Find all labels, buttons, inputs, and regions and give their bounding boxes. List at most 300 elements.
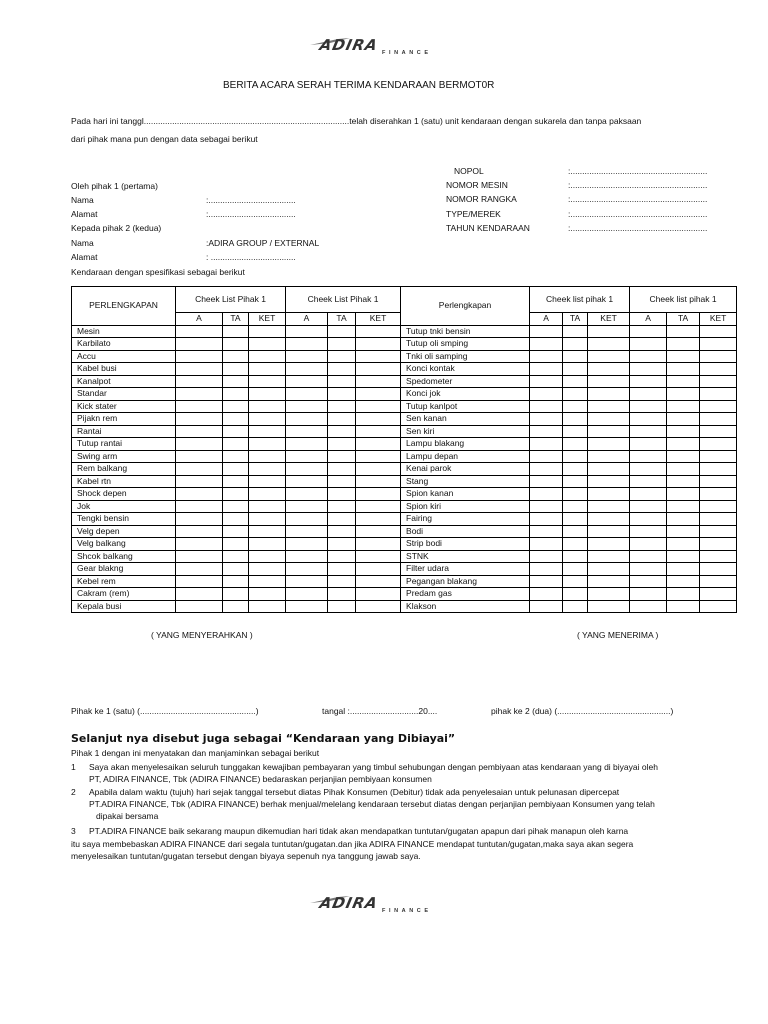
check-cell: [630, 575, 667, 588]
check-cell: [563, 413, 588, 426]
check-cell: [530, 500, 563, 513]
check-cell: [286, 400, 328, 413]
checklist-row: [72, 400, 737, 413]
checklist-row: [72, 450, 737, 463]
check-cell: [563, 538, 588, 551]
check-cell: [667, 525, 700, 538]
check-cell: [630, 325, 667, 338]
check-cell: [328, 325, 356, 338]
checklist-row: [72, 500, 737, 513]
check-cell: [588, 363, 630, 376]
check-cell: [630, 413, 667, 426]
item-right: Sen kanan: [401, 413, 530, 426]
check-cell: [286, 575, 328, 588]
check-cell: [328, 538, 356, 551]
check-cell: [667, 475, 700, 488]
check-cell: [223, 363, 249, 376]
check-cell: [563, 563, 588, 576]
adira-logo-top: [308, 36, 438, 58]
check-cell: [630, 425, 667, 438]
check-cell: [700, 588, 737, 601]
pihak1-heading: Oleh pihak 1 (pertama): [71, 181, 158, 191]
alamat2-label: Alamat: [71, 252, 98, 262]
nomor-mesin-value: :..........................................................: [568, 180, 708, 190]
subheader-a: A: [530, 313, 563, 326]
point-1-line-a: Saya akan menyelesaikan seluruh tunggakan kewajiban pembayaran yang timbul sehubungan dengan pembiyaan atas kendaraan yang di biyayai oleh: [89, 762, 658, 772]
checklist-row: [72, 538, 737, 551]
check-cell: [328, 525, 356, 538]
check-cell: [223, 525, 249, 538]
check-cell: [530, 438, 563, 451]
check-cell: [249, 388, 286, 401]
check-cell: [223, 563, 249, 576]
perlengkapan-header-left: PERLENGKAPAN: [72, 287, 176, 326]
check-cell: [700, 475, 737, 488]
check-cell: [286, 388, 328, 401]
item-right: Spedometer: [401, 375, 530, 388]
subheader-ket: KET: [249, 313, 286, 326]
check-cell: [563, 500, 588, 513]
checklist-row: [72, 600, 737, 613]
check-cell: [700, 538, 737, 551]
check-cell: [223, 350, 249, 363]
check-cell: [530, 575, 563, 588]
subheader-ket: KET: [356, 313, 401, 326]
check-cell: [530, 525, 563, 538]
check-cell: [328, 425, 356, 438]
pihak2-heading: Kepada pihak 2 (kedua): [71, 223, 162, 233]
check-cell: [530, 325, 563, 338]
check-cell: [700, 425, 737, 438]
nama-label: Nama: [71, 195, 94, 205]
check-cell: [356, 513, 401, 526]
type-merek-value: :..........................................................: [568, 209, 708, 219]
check-cell: [667, 438, 700, 451]
checklist-row: [72, 350, 737, 363]
check-cell: [667, 538, 700, 551]
nopol-value: :..........................................................: [568, 166, 708, 176]
check-cell: [667, 550, 700, 563]
check-cell: [356, 400, 401, 413]
intro-line-1: Pada hari ini tanggl.......................................................................................telah diserahkan 1 (satu) unit kendaraan dengan sukarela dan tanpa paksaan: [71, 116, 642, 126]
checklist-row: [72, 388, 737, 401]
check-cell: [286, 513, 328, 526]
item-right: Predam gas: [401, 588, 530, 601]
checklist-header-left-2: Cheek List Pihak 1: [286, 287, 401, 313]
check-cell: [176, 563, 223, 576]
check-cell: [176, 463, 223, 476]
check-cell: [563, 525, 588, 538]
check-cell: [249, 425, 286, 438]
check-cell: [249, 475, 286, 488]
item-right: Spion kanan: [401, 488, 530, 501]
check-cell: [563, 388, 588, 401]
check-cell: [530, 463, 563, 476]
check-cell: [700, 600, 737, 613]
check-cell: [176, 325, 223, 338]
document-title: BERITA ACARA SERAH TERIMA KENDARAAN BERMOT0R: [223, 80, 495, 91]
check-cell: [667, 488, 700, 501]
check-cell: [176, 488, 223, 501]
check-cell: [700, 463, 737, 476]
check-cell: [530, 413, 563, 426]
check-cell: [563, 325, 588, 338]
check-cell: [223, 538, 249, 551]
check-cell: [563, 575, 588, 588]
item-right: Klakson: [401, 600, 530, 613]
check-cell: [630, 513, 667, 526]
checklist-row: [72, 513, 737, 526]
check-cell: [249, 413, 286, 426]
check-cell: [630, 463, 667, 476]
check-cell: [223, 425, 249, 438]
check-cell: [530, 538, 563, 551]
check-cell: [563, 488, 588, 501]
check-cell: [563, 588, 588, 601]
check-cell: [530, 450, 563, 463]
checklist-row: [72, 338, 737, 351]
check-cell: [630, 338, 667, 351]
check-cell: [328, 438, 356, 451]
check-cell: [700, 450, 737, 463]
check-cell: [630, 388, 667, 401]
check-cell: [700, 375, 737, 388]
nama-value: :.....................................: [206, 195, 296, 205]
check-cell: [356, 413, 401, 426]
check-cell: [700, 513, 737, 526]
item-right: Spion kiri: [401, 500, 530, 513]
check-cell: [588, 388, 630, 401]
check-cell: [630, 375, 667, 388]
check-cell: [356, 325, 401, 338]
check-cell: [223, 325, 249, 338]
check-cell: [176, 400, 223, 413]
check-cell: [630, 600, 667, 613]
check-cell: [176, 588, 223, 601]
check-cell: [286, 350, 328, 363]
check-cell: [530, 563, 563, 576]
check-cell: [667, 400, 700, 413]
check-cell: [530, 338, 563, 351]
check-cell: [328, 400, 356, 413]
check-cell: [223, 338, 249, 351]
check-cell: [249, 400, 286, 413]
check-cell: [588, 413, 630, 426]
check-cell: [530, 600, 563, 613]
check-cell: [286, 475, 328, 488]
item-left: Cakram (rem): [72, 588, 176, 601]
item-right: Tutup oli smping: [401, 338, 530, 351]
item-left: Accu: [72, 350, 176, 363]
check-cell: [667, 450, 700, 463]
item-right: STNK: [401, 550, 530, 563]
check-cell: [667, 338, 700, 351]
check-cell: [356, 550, 401, 563]
item-right: Bodi: [401, 525, 530, 538]
check-cell: [249, 488, 286, 501]
check-cell: [630, 438, 667, 451]
check-cell: [286, 463, 328, 476]
check-cell: [328, 450, 356, 463]
item-left: Mesin: [72, 325, 176, 338]
checklist-header-right-2: Cheek list pihak 1: [630, 287, 737, 313]
check-cell: [286, 425, 328, 438]
check-cell: [176, 550, 223, 563]
checklist-row: [72, 425, 737, 438]
check-cell: [563, 438, 588, 451]
subheader-ket: KET: [700, 313, 737, 326]
check-cell: [249, 375, 286, 388]
check-cell: [630, 400, 667, 413]
check-cell: [588, 488, 630, 501]
point-1-line-b: PT, ADIRA FINANCE, Tbk (ADIRA FINANCE) bedaraskan perjanjian pembiyaan konsumen: [89, 774, 432, 784]
check-cell: [356, 450, 401, 463]
check-cell: [356, 563, 401, 576]
item-left: Kabel busi: [72, 363, 176, 376]
checklist-header-right-1: Cheek list pihak 1: [530, 287, 630, 313]
check-cell: [249, 513, 286, 526]
point-2-line-a: Apabila dalam waktu (tujuh) hari sejak tanggal tersebut diatas Pihak Konsumen (Debitur) tidak ada penyelesaian untuk pelunasan dipercepat: [89, 787, 620, 797]
item-left: Pijakn rem: [72, 413, 176, 426]
check-cell: [563, 400, 588, 413]
subheader-ta: TA: [667, 313, 700, 326]
spec-line: Kendaraan dengan spesifikasi sebagai berikut: [71, 267, 245, 277]
subheader-ta: TA: [223, 313, 249, 326]
checklist-row: [72, 525, 737, 538]
check-cell: [286, 563, 328, 576]
check-cell: [356, 488, 401, 501]
check-cell: [176, 450, 223, 463]
item-left: Kepala busi: [72, 600, 176, 613]
check-cell: [630, 500, 667, 513]
item-left: Kebel rem: [72, 575, 176, 588]
check-cell: [286, 363, 328, 376]
point-2-line-b: PT.ADIRA FINANCE, Tbk (ADIRA FINANCE) berhak menjual/melelang kendaraan tersebut diatas dengan perjanjian pembiyaan Konsumen yang telah: [89, 799, 655, 809]
item-left: Tengki bensin: [72, 513, 176, 526]
item-left: Shock depen: [72, 488, 176, 501]
check-cell: [700, 525, 737, 538]
check-cell: [700, 413, 737, 426]
check-cell: [667, 375, 700, 388]
item-left: Kanalpot: [72, 375, 176, 388]
check-cell: [176, 363, 223, 376]
nomor-rangka-label: NOMOR RANGKA: [446, 194, 517, 204]
check-cell: [249, 563, 286, 576]
item-right: Konci kontak: [401, 363, 530, 376]
check-cell: [249, 325, 286, 338]
check-cell: [667, 425, 700, 438]
checklist-row: [72, 575, 737, 588]
item-right: Pegangan blakang: [401, 575, 530, 588]
check-cell: [223, 475, 249, 488]
check-cell: [356, 363, 401, 376]
check-cell: [249, 600, 286, 613]
check-cell: [223, 550, 249, 563]
check-cell: [249, 438, 286, 451]
check-cell: [176, 513, 223, 526]
item-left: Rantai: [72, 425, 176, 438]
check-cell: [588, 575, 630, 588]
check-cell: [563, 600, 588, 613]
check-cell: [176, 600, 223, 613]
checklist-row: [72, 588, 737, 601]
check-cell: [700, 325, 737, 338]
check-cell: [249, 363, 286, 376]
check-cell: [588, 350, 630, 363]
subheader-a: A: [286, 313, 328, 326]
point-2-number: 2: [71, 787, 76, 797]
check-cell: [249, 575, 286, 588]
check-cell: [249, 500, 286, 513]
check-cell: [530, 513, 563, 526]
alamat2-value: : ....................................: [206, 252, 296, 262]
check-cell: [249, 450, 286, 463]
check-cell: [563, 338, 588, 351]
checklist-row: [72, 563, 737, 576]
pihak2-sign-line: pihak ke 2 (dua) (................................................): [491, 706, 674, 716]
check-cell: [286, 338, 328, 351]
item-left: Standar: [72, 388, 176, 401]
check-cell: [630, 488, 667, 501]
intro-line-2: dari pihak mana pun dengan data sebagai berikut: [71, 134, 258, 144]
item-left: Rem balkang: [72, 463, 176, 476]
check-cell: [286, 550, 328, 563]
check-cell: [667, 325, 700, 338]
adira-logo-bottom: [308, 894, 438, 916]
check-cell: [223, 513, 249, 526]
check-cell: [667, 363, 700, 376]
check-cell: [588, 600, 630, 613]
point-3-line-a: PT.ADIRA FINANCE baik sekarang maupun dikemudian hari tidak akan mendapatkan tuntutan/gugatan apapun dari pihak manapun oleh karna: [89, 826, 629, 836]
subheader-ta: TA: [328, 313, 356, 326]
check-cell: [700, 400, 737, 413]
statement-intro: Pihak 1 dengan ini menyatakan dan manjaminkan sebagai berikut: [71, 748, 320, 758]
check-cell: [249, 463, 286, 476]
check-cell: [700, 438, 737, 451]
check-cell: [667, 588, 700, 601]
item-left: Karbilato: [72, 338, 176, 351]
yang-menyerahkan-label: ( YANG MENYERAHKAN ): [151, 630, 253, 640]
logo-subtitle: FINANCE: [382, 908, 432, 914]
check-cell: [223, 588, 249, 601]
check-cell: [667, 575, 700, 588]
check-cell: [223, 500, 249, 513]
check-cell: [356, 350, 401, 363]
point-3-line-b: itu saya membebaskan ADIRA FINANCE dari segala tuntutan/gugatan.dan jika ADIRA FINANCE mendapat tuntutan/gugatan,maka saya akan segera: [71, 839, 634, 849]
check-cell: [249, 588, 286, 601]
subheader-a: A: [176, 313, 223, 326]
checklist-row: [72, 363, 737, 376]
check-cell: [328, 513, 356, 526]
check-cell: [530, 425, 563, 438]
check-cell: [630, 588, 667, 601]
check-cell: [588, 513, 630, 526]
item-right: Strip bodi: [401, 538, 530, 551]
item-left: Velg depen: [72, 525, 176, 538]
tahun-kendaraan-value: :..........................................................: [568, 223, 708, 233]
check-cell: [328, 563, 356, 576]
check-cell: [667, 413, 700, 426]
check-cell: [286, 375, 328, 388]
check-cell: [563, 363, 588, 376]
check-cell: [176, 475, 223, 488]
check-cell: [700, 338, 737, 351]
check-cell: [223, 600, 249, 613]
check-cell: [667, 500, 700, 513]
check-cell: [530, 550, 563, 563]
check-cell: [176, 438, 223, 451]
check-cell: [176, 413, 223, 426]
subheader-ket: KET: [588, 313, 630, 326]
check-cell: [356, 475, 401, 488]
check-cell: [588, 375, 630, 388]
check-cell: [176, 350, 223, 363]
check-cell: [328, 413, 356, 426]
check-cell: [176, 575, 223, 588]
checklist-row: [72, 475, 737, 488]
check-cell: [588, 400, 630, 413]
item-right: Lampu blakang: [401, 438, 530, 451]
check-cell: [328, 338, 356, 351]
check-cell: [630, 475, 667, 488]
check-cell: [356, 538, 401, 551]
nomor-mesin-label: NOMOR MESIN: [446, 180, 508, 190]
item-left: Jok: [72, 500, 176, 513]
check-cell: [223, 575, 249, 588]
check-cell: [286, 538, 328, 551]
pihak1-sign-line: Pihak ke 1 (satu) (.................................................): [71, 706, 259, 716]
check-cell: [328, 600, 356, 613]
check-cell: [563, 463, 588, 476]
check-cell: [563, 375, 588, 388]
check-cell: [588, 475, 630, 488]
check-cell: [176, 338, 223, 351]
check-cell: [286, 450, 328, 463]
item-left: Tutup rantai: [72, 438, 176, 451]
check-cell: [700, 350, 737, 363]
check-cell: [356, 500, 401, 513]
checklist-row: [72, 413, 737, 426]
yang-menerima-label: ( YANG MENERIMA ): [577, 630, 659, 640]
point-3-line-c: menyelesaikan tuntutan/gugatan tersebut dengan biyaya sepenuh nya tanggung jawab saya.: [71, 851, 421, 861]
check-cell: [286, 588, 328, 601]
check-cell: [176, 538, 223, 551]
checklist-row: [72, 463, 737, 476]
check-cell: [356, 588, 401, 601]
item-right: Tutup tnki bensin: [401, 325, 530, 338]
check-cell: [286, 488, 328, 501]
item-left: Swing arm: [72, 450, 176, 463]
check-cell: [700, 550, 737, 563]
nopol-label: NOPOL: [454, 166, 484, 176]
checklist-row: [72, 550, 737, 563]
check-cell: [249, 525, 286, 538]
logo-wordmark: ADIRA: [318, 894, 380, 912]
check-cell: [176, 500, 223, 513]
alamat-label: Alamat: [71, 209, 98, 219]
check-cell: [530, 375, 563, 388]
check-cell: [700, 363, 737, 376]
check-cell: [328, 363, 356, 376]
check-cell: [176, 425, 223, 438]
check-cell: [530, 363, 563, 376]
alamat-value: :.....................................: [206, 209, 296, 219]
check-cell: [286, 438, 328, 451]
check-cell: [563, 350, 588, 363]
item-right: Konci jok: [401, 388, 530, 401]
check-cell: [700, 500, 737, 513]
check-cell: [286, 500, 328, 513]
